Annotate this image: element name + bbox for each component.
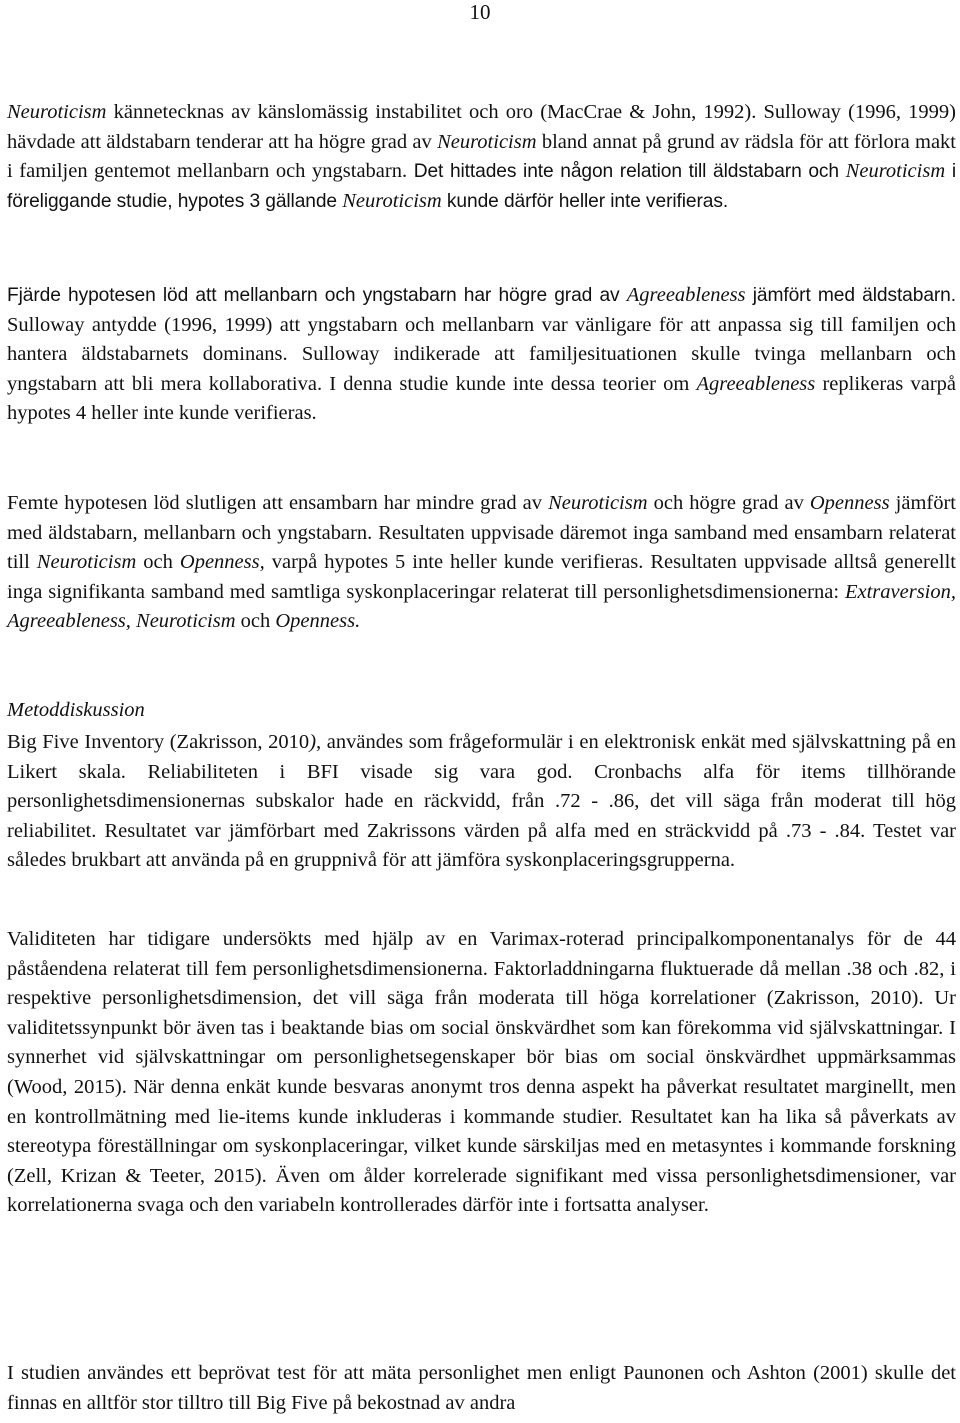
term-neuroticism: Neuroticism: [845, 160, 946, 183]
paragraph-validity: Validiteten har tidigare undersökts med hjälp av en Varimax-roterad principalkomponentanalys för de 44 påståendena relaterat till fem personlighetsdimensionerna. Faktorladdningarna fluktuerade då mellan .38 och .82, i respektive personlighetsdimension, det vill säga från moderata till höga korrelationer (Zakrisson, 2010). Ur validitetssynpunkt bör även tas i beaktande bias om social önskvärdhet som kan förekomma vid självskattningar. I synnerhet vid självskattningar om personlighetsegenskaper bör bias om social önskvärdhet uppmärksammas (Wood, 2015). När denna enkät kunde besvaras anonymt tros denna aspekt ha påverkat resultatet marginellt, men en kontrollmätning med lie-items kunde inkluderas i kommande studier. Resultatet kan ha lika så påverkats av stereotypa föreställningar om syskonplaceringar, vilket kunde särskiljas med en metasyntes i kommande forskning (Zell, Krizan & Teeter, 2015). Även om ålder korrelerade signifikant med vissa personlighetsdimensioner, var korrelationerna svaga och den variabeln kontrollerades därför inte i fortsatta analyser.: [7, 928, 956, 1217]
term-neuroticism: Neuroticism: [7, 101, 107, 123]
term-neuroticism: Neuroticism: [548, 492, 648, 514]
text: och: [136, 551, 180, 574]
term-openness: Openness: [809, 492, 890, 514]
term-agreeableness: Agreeableness: [696, 372, 816, 395]
paragraph-reliability: [7, 728, 956, 876]
text: användes som frågeformulär i en elektronisk enkät med självskattning på en Likert skala. Reliabiliteten i BFI visade sig vara god. Cronbachs alfa för items tillhörande personlighetsdimensionernas subskalor hade en räckvidd, från .72 - .86, det vill säga från moderat till hög reliabilitet. Resultatet var jämförbart med Zakrissons värden på alfa med en sträckvidd på .73 - .84. Testet var således brukbart att använda på en gruppnivå för att jämföra syskonplaceringsgrupperna.: [7, 731, 956, 872]
term-openness: Openness.: [275, 610, 361, 633]
text: Femte hypotesen löd slutligen att ensambarn har mindre grad av: [7, 492, 549, 514]
text-sans: Fjärde hypotesen löd att mellanbarn och yngstabarn har högre grad av: [7, 285, 627, 306]
text: Sulloway antydde (1996, 1999) att yngstabarn och mellanbarn var vänligare för att anpassa sig till familjen och hantera äldstabarnets dominans. Sulloway indikerade att familjesituationen skulle tvinga mellanbarn och yngstabarn att bli mera kollaborativa. I denna studie kunde inte dessa teorier om: [7, 313, 956, 395]
text: bland annat på grund av rädsla för att förlora makt i familjen gentemot mellanbarn och yngstabarn.: [7, 130, 956, 183]
paragraph-test-choice: I studien användes ett beprövat test för att mäta personlighet men enligt Paunonen och Ashton (2001) skulle det finnas en alltför stor tilltro till Big Five på bekostnad av andra: [7, 1362, 956, 1414]
paragraph-agreeableness: [7, 281, 956, 429]
text: kännetecknas av känslomässig instabilitet och oro (MacCrae & John, 1992). Sulloway (1996, 1999) hävdade att äldstabarn tenderar att ha högre grad av: [7, 101, 956, 153]
page-number: 10: [469, 0, 491, 24]
section-heading: Metoddiskussion: [7, 699, 145, 721]
paragraph-neuroticism: [7, 98, 956, 216]
text-sans: i föreliggande studie, hypotes 3 gällande: [7, 161, 956, 212]
term-neuroticism: Neuroticism: [36, 551, 137, 574]
term-agreeableness: Agreeableness: [626, 284, 746, 306]
term-neuroticism: Neuroticism: [342, 189, 442, 212]
text-sans: Det hittades inte någon relation till äldstabarn och: [413, 161, 846, 183]
term-openness: Openness,: [179, 551, 265, 574]
text: och högre grad av: [647, 492, 810, 514]
text-sans: kunde därför heller inte verifieras.: [441, 190, 729, 212]
text: Big Five Inventory (Zakrisson, 2010: [7, 731, 310, 753]
text: och: [235, 610, 276, 633]
text-italic: ),: [309, 731, 322, 753]
text: replikeras varpå hypotes 4 heller inte kunde verifieras.: [7, 372, 956, 425]
term-dimensions: Extraversion, Agreeableness, Neuroticism: [7, 580, 956, 633]
text-sans: jämfört med äldstabarn.: [745, 285, 956, 306]
text: jämfört med äldstabarn, mellanbarn och yngstabarn. Resultaten uppvisade däremot inga samband med ensambarn relaterat till: [7, 492, 956, 574]
term-neuroticism: Neuroticism: [437, 130, 537, 153]
text: varpå hypotes 5 inte heller kunde verifieras. Resultaten uppvisade alltså generellt inga signifikanta samband med samtliga syskonplaceringar relaterat till personlighetsdimensionerna:: [7, 551, 956, 603]
paragraph-openness: [7, 489, 956, 637]
